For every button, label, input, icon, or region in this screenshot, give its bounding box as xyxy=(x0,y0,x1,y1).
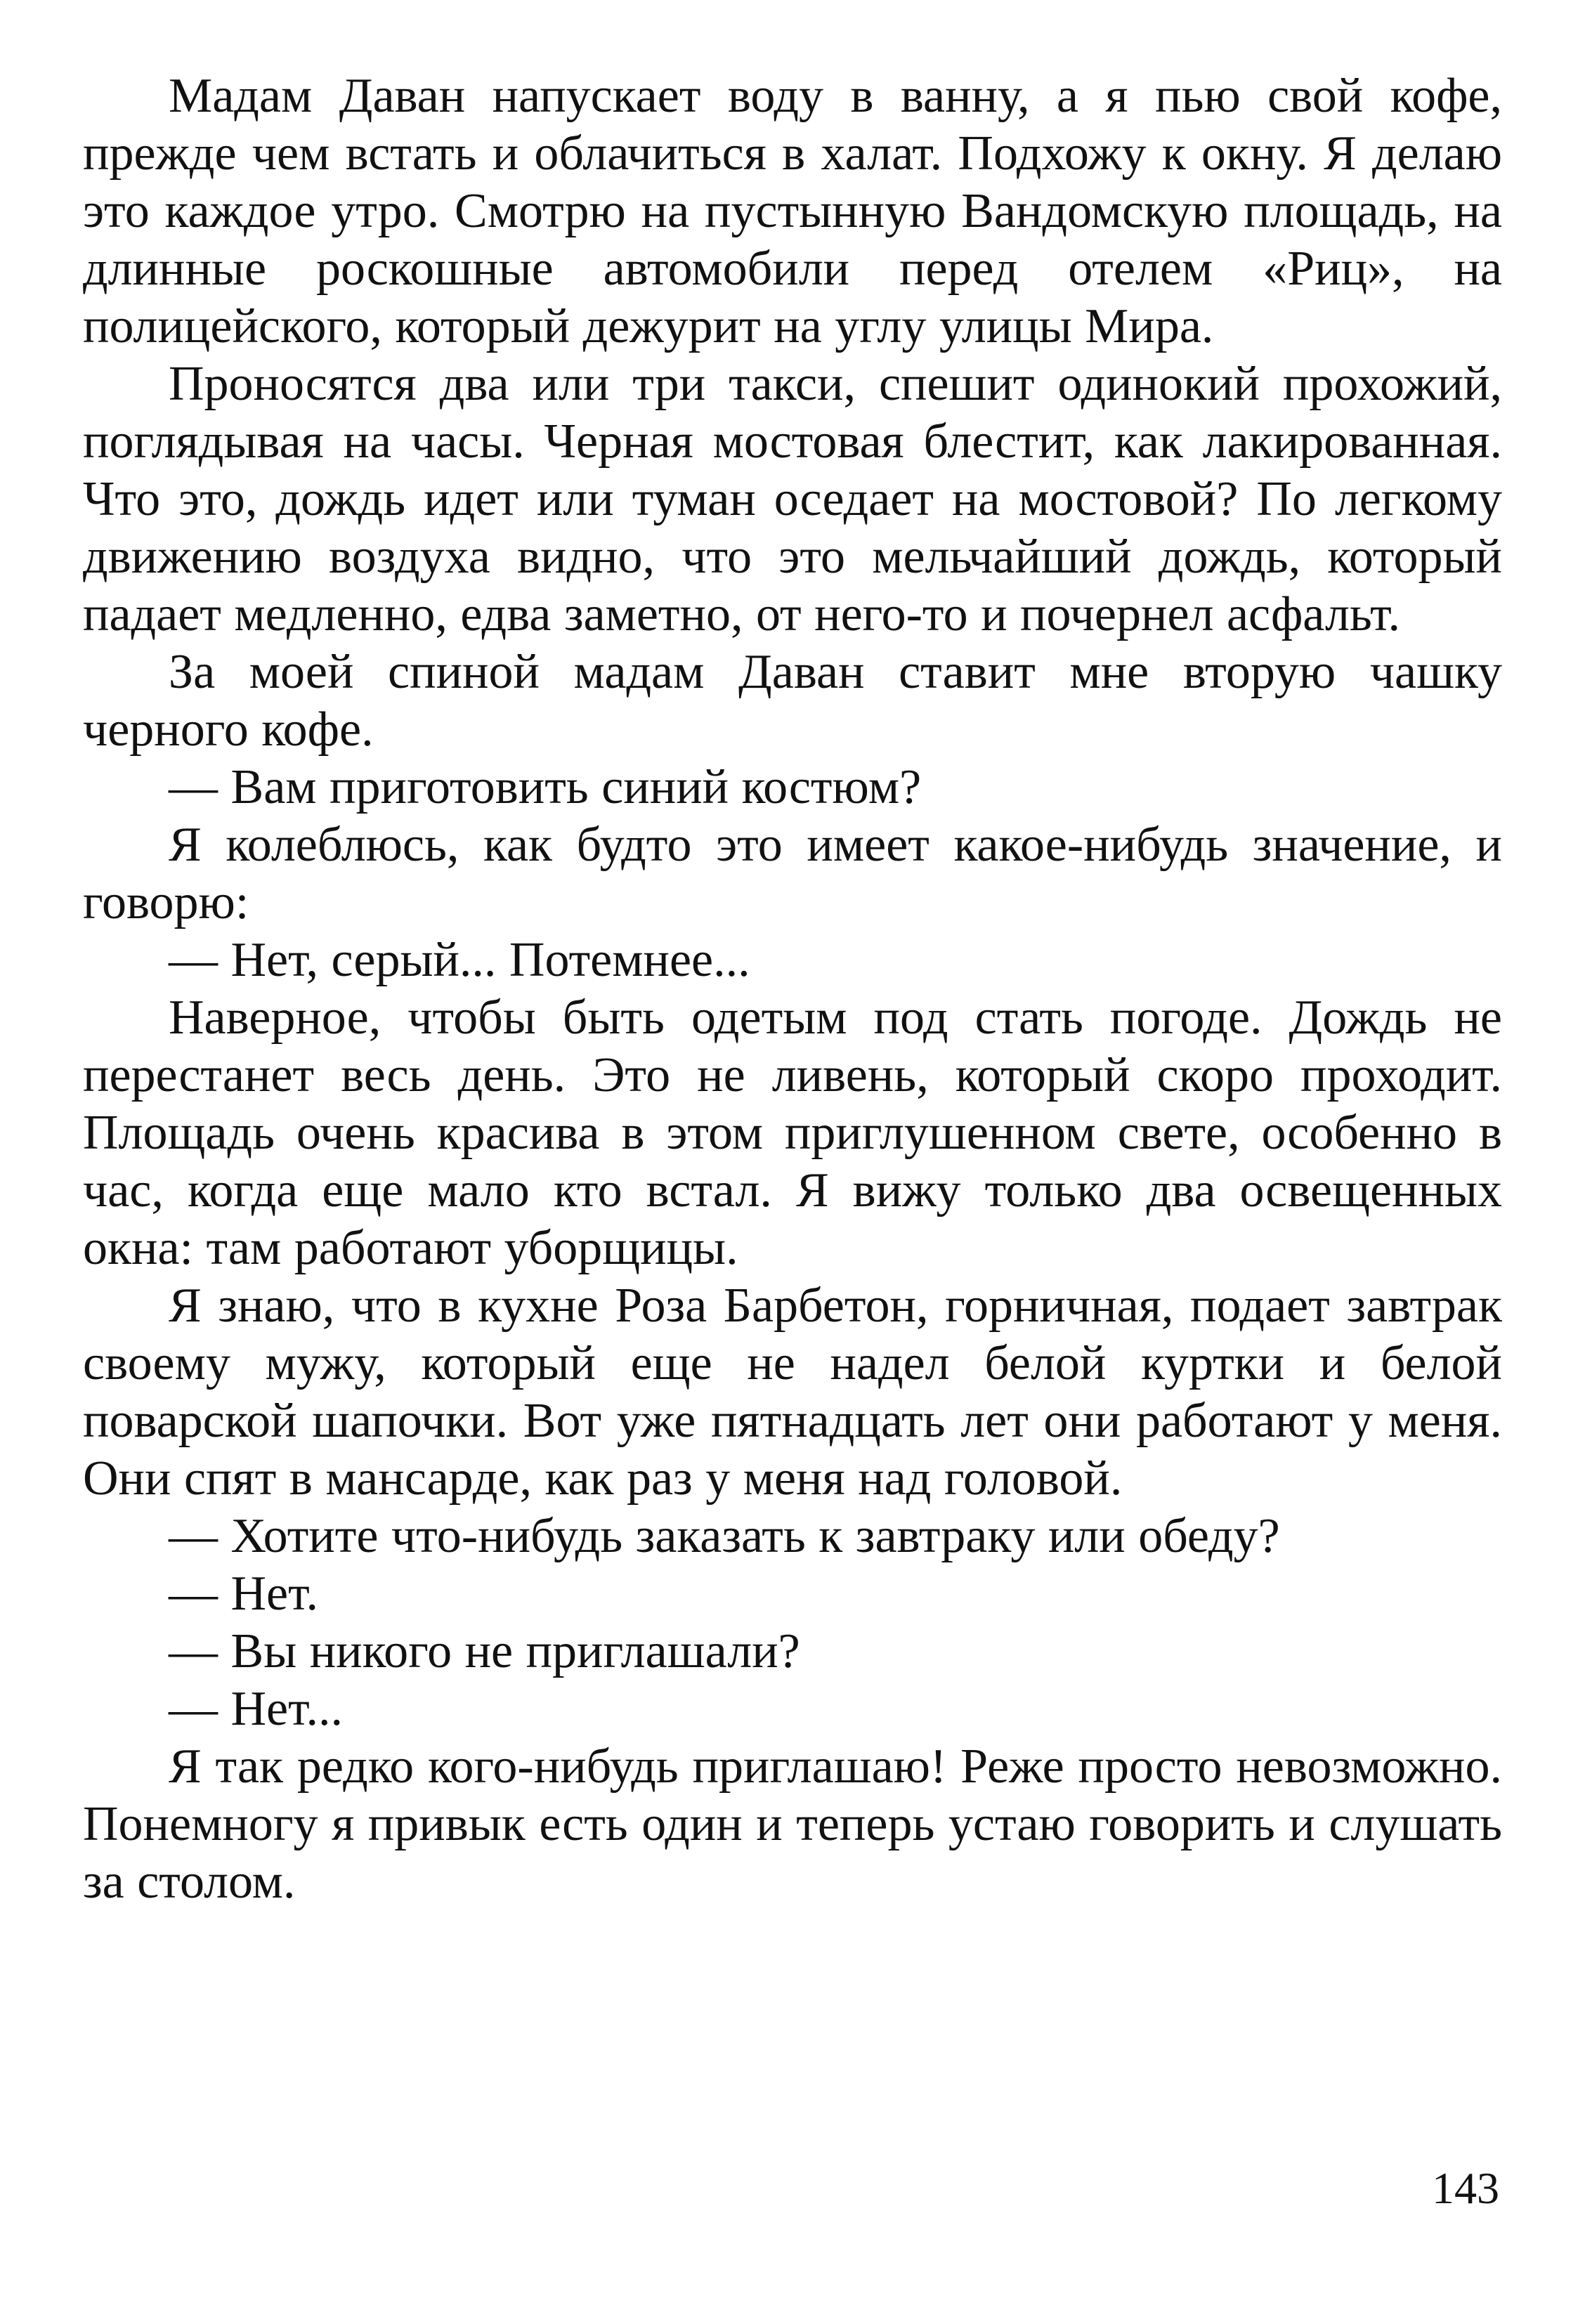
dialogue-line-2: — Нет, серый... Потемнее... xyxy=(169,933,750,987)
paragraph-6: Я знаю, что в кухне Роза Барбетон, горничная, подает завтрак своему мужу, который еще не надел белой куртки и белой поварской шапочки. Вот уже пятнадцать лет они работают у меня. Они спят в мансарде, как раз у меня над головой. xyxy=(83,1279,1502,1506)
paragraph-4: Я колеблюсь, как будто это имеет какое-нибудь значение, и говорю: xyxy=(83,818,1502,929)
paragraph-5: Наверное, чтобы быть одетым под стать погоде. Дождь не перестанет весь день. Это не ливень, который скоро проходит. Площадь очень красива в этом приглушенном свете, особенно в час, когда еще мало кто встал. Я вижу только два освещенных окна: там работают уборщицы. xyxy=(83,991,1502,1275)
dialogue-line-3: — Хотите что-нибудь заказать к завтраку или обеду? xyxy=(169,1509,1280,1563)
dialogue-line-5: — Вы никого не приглашали? xyxy=(169,1624,800,1678)
paragraph-2: Проносятся два или три такси, спешит одинокий прохожий, поглядывая на часы. Черная мостовая блестит, как лакированная. Что это, дождь идет или туман оседает на мостовой? По легкому движению воздуха видно, что это мельчайший дождь, который падает медленно, едва заметно, от него-то и почернел асфальт. xyxy=(83,357,1502,641)
body-text xyxy=(83,67,1502,1911)
page-number: 143 xyxy=(1432,2163,1499,2213)
paragraph-3: За моей спиной мадам Даван ставит мне вторую чашку черного кофе. xyxy=(83,645,1502,757)
dialogue-line-4: — Нет. xyxy=(169,1567,318,1621)
dialogue-line-6: — Нет... xyxy=(169,1682,343,1736)
dialogue-line-1: — Вам приготовить синий костюм? xyxy=(169,760,922,814)
paragraph-7: Я так редко кого-нибудь приглашаю! Реже просто невозможно. Понемногу я привык есть один и теперь устаю говорить и слушать за столом. xyxy=(83,1739,1502,1909)
paragraph-1: Мадам Даван напускает воду в ванну, а я пью свой кофе, прежде чем встать и облачиться в халат. Подхожу к окну. Я делаю это каждое утро. Смотрю на пустынную Вандомскую площадь, на длинные роскошные автомобили перед отелем «Риц», на полицейского, который дежурит на углу улицы Мира. xyxy=(83,69,1502,353)
